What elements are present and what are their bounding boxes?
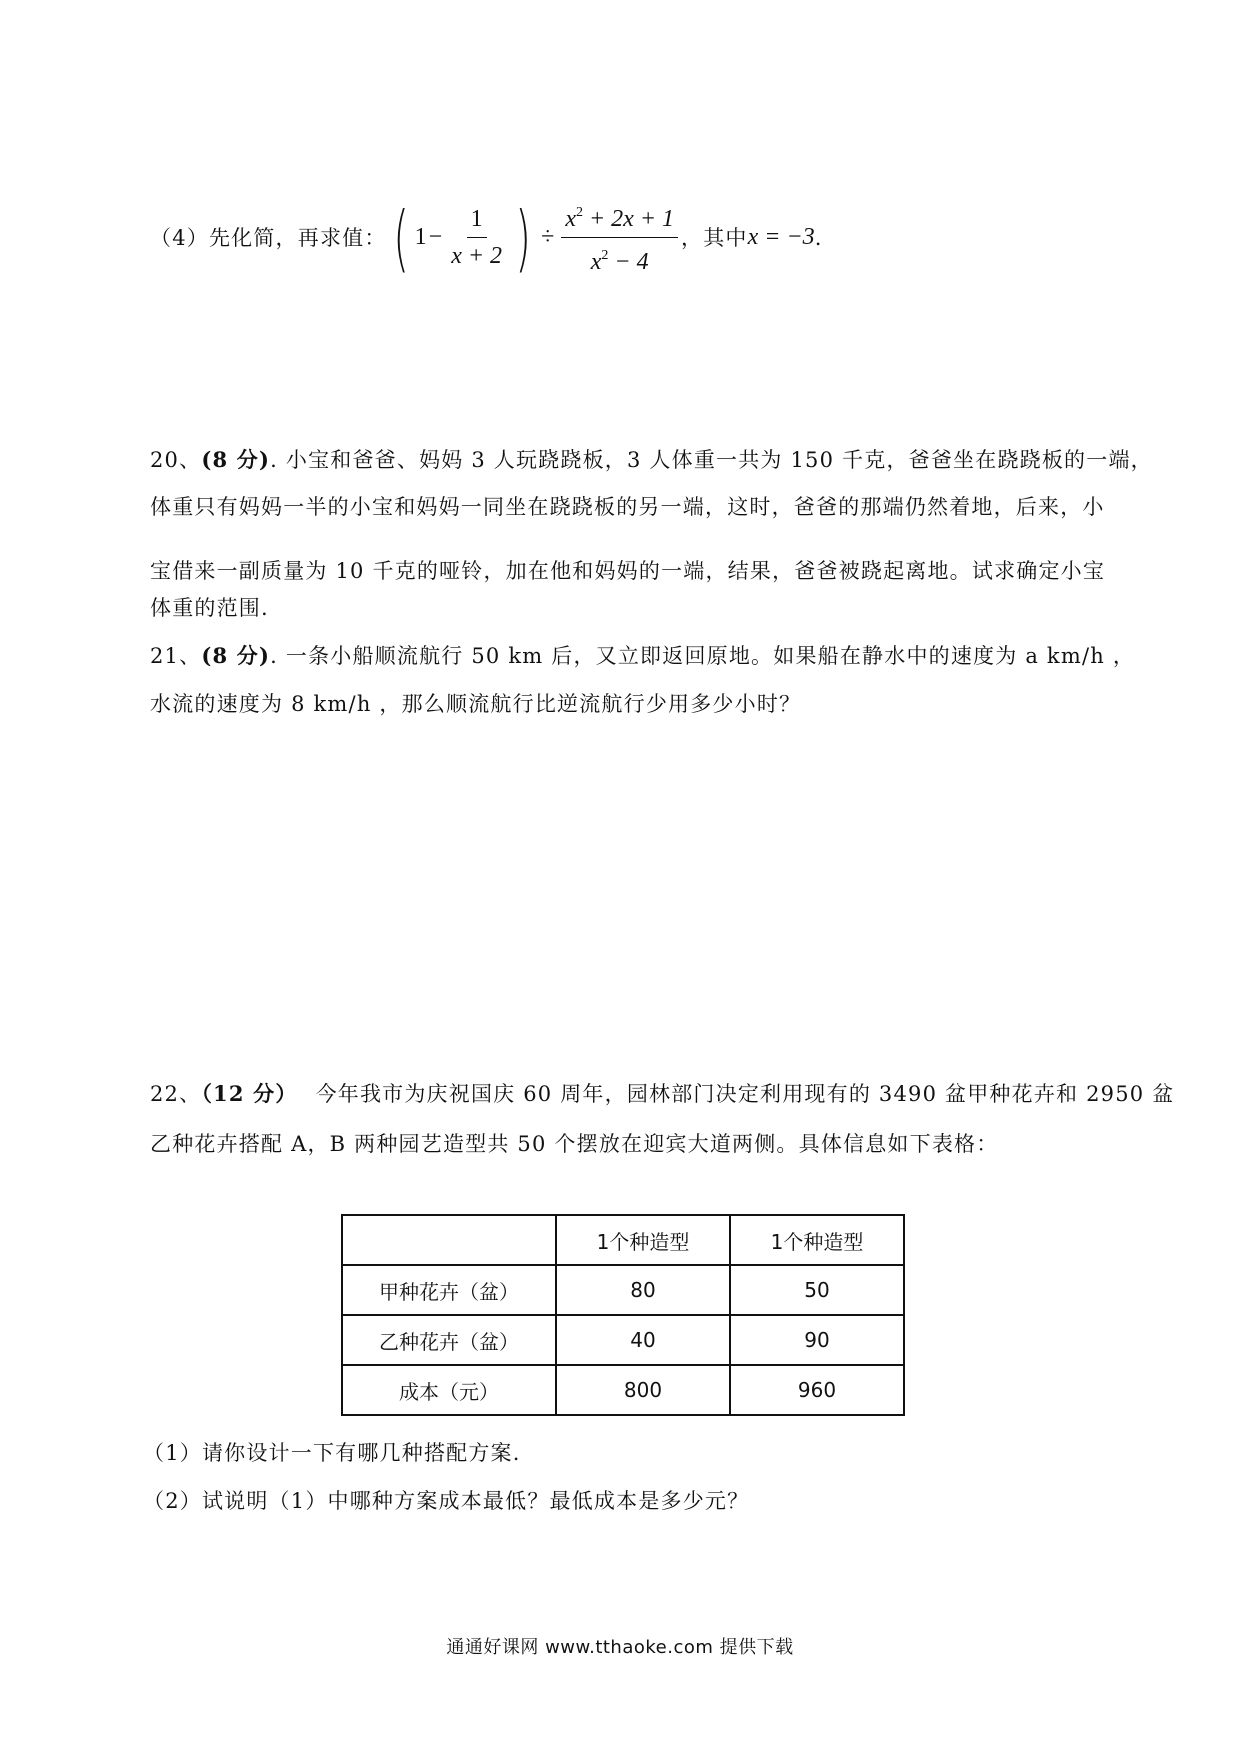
table-header-cell: 1个种造型 (730, 1215, 904, 1265)
table-header-row (342, 1215, 904, 1265)
q19-4-label: （4）先化简，再求值： (150, 225, 387, 250)
right-paren: ) (515, 195, 531, 280)
table-cell: 40 (556, 1315, 730, 1365)
table-cell: 甲种花卉（盆） (342, 1265, 556, 1315)
table-header-cell: 1个种造型 (556, 1215, 730, 1265)
table-row (342, 1315, 904, 1365)
table-cell: 乙种花卉（盆） (342, 1315, 556, 1365)
table-cell: 90 (730, 1315, 904, 1365)
q22-line-2: 乙种花卉搭配 A，B 两种园艺造型共 50 个摆放在迎宾大道两侧。具体信息如下表格： (150, 1132, 999, 1156)
q20-number: 20、 (150, 448, 202, 472)
q20-line-2: 体重只有妈妈一半的小宝和妈妈一同坐在跷跷板的另一端，这时，爸爸的那端仍然着地，后来，小 (150, 495, 1105, 519)
fraction-2-numerator (561, 198, 678, 238)
q22-score: （12 分） (201, 1081, 298, 1106)
frac2-num-rest: + 2x + 1 (582, 206, 675, 232)
table-row (342, 1265, 904, 1315)
table-header-cell (342, 1215, 556, 1265)
q21-number: 21、 (150, 644, 202, 668)
q19-4-condition-prefix: ，其中 (681, 225, 748, 250)
frac2-num-var: x (565, 206, 576, 232)
q20-line-4: 体重的范围. (150, 596, 269, 620)
q22-number: 22、 (150, 1082, 202, 1106)
table-row (342, 1365, 904, 1415)
q22-sub-2: （2）试说明（1）中哪种方案成本最低？最低成本是多少元？ (143, 1489, 750, 1513)
frac2-den-rest: − 4 (608, 249, 649, 275)
q19-4-condition: x = −3 (747, 224, 815, 250)
math-minus: − (428, 224, 443, 250)
q20-text-1: . 小宝和爸爸、妈妈 3 人玩跷跷板，3 人体重一共为 150 千克，爸爸坐在跷跷板的一端， (270, 448, 1153, 472)
footer-text: 通通好课网 www.tthaoke.com 提供下载 (446, 1637, 794, 1658)
table-cell: 成本（元） (342, 1365, 556, 1415)
q22-sub-1: （1）请你设计一下有哪几种搭配方案. (143, 1441, 521, 1465)
frac2-den-exp: 2 (601, 248, 609, 263)
q21-line-1 (150, 641, 1135, 671)
table-cell: 960 (730, 1365, 904, 1415)
q20-line-3: 宝借来一副质量为 10 千克的哑铃，加在他和妈妈的一端，结果，爸爸被跷起离地。试求确定小宝 (150, 559, 1106, 583)
q21-text-1: . 一条小船顺流航行 50 km 后，又立即返回原地。如果船在静水中的速度为 a km/h ， (270, 644, 1136, 668)
table-cell: 800 (556, 1365, 730, 1415)
q20-score: (8 分) (201, 447, 271, 472)
left-paren: ( (392, 195, 409, 280)
q19-4-line (150, 195, 823, 280)
q22-text-1: 今年我市为庆祝国庆 60 周年，园林部门决定利用现有的 3490 盆甲种花卉和 2950 盆 (315, 1082, 1175, 1106)
fraction-1-numerator: 1 (467, 204, 487, 238)
math-divide: ÷ (541, 224, 555, 250)
fraction-2 (561, 198, 678, 277)
fraction-2-denominator (587, 238, 653, 277)
fraction-1-denominator: x + 2 (451, 243, 503, 269)
fraction-1 (447, 204, 506, 271)
table-cell: 50 (730, 1265, 904, 1315)
frac2-num-exp: 2 (575, 205, 583, 220)
flower-info-table (341, 1214, 905, 1416)
frac2-den-var: x (590, 249, 602, 275)
table-cell: 80 (556, 1265, 730, 1315)
q21-line-2: 水流的速度为 8 km/h ，那么顺流航行比逆流航行少用多少小时？ (150, 692, 802, 716)
q22-line-1 (150, 1079, 1174, 1109)
q20-line-1 (150, 445, 1153, 475)
q19-4-period: . (814, 225, 823, 250)
q21-score: (8 分) (201, 643, 271, 668)
math-one: 1 (414, 224, 427, 250)
